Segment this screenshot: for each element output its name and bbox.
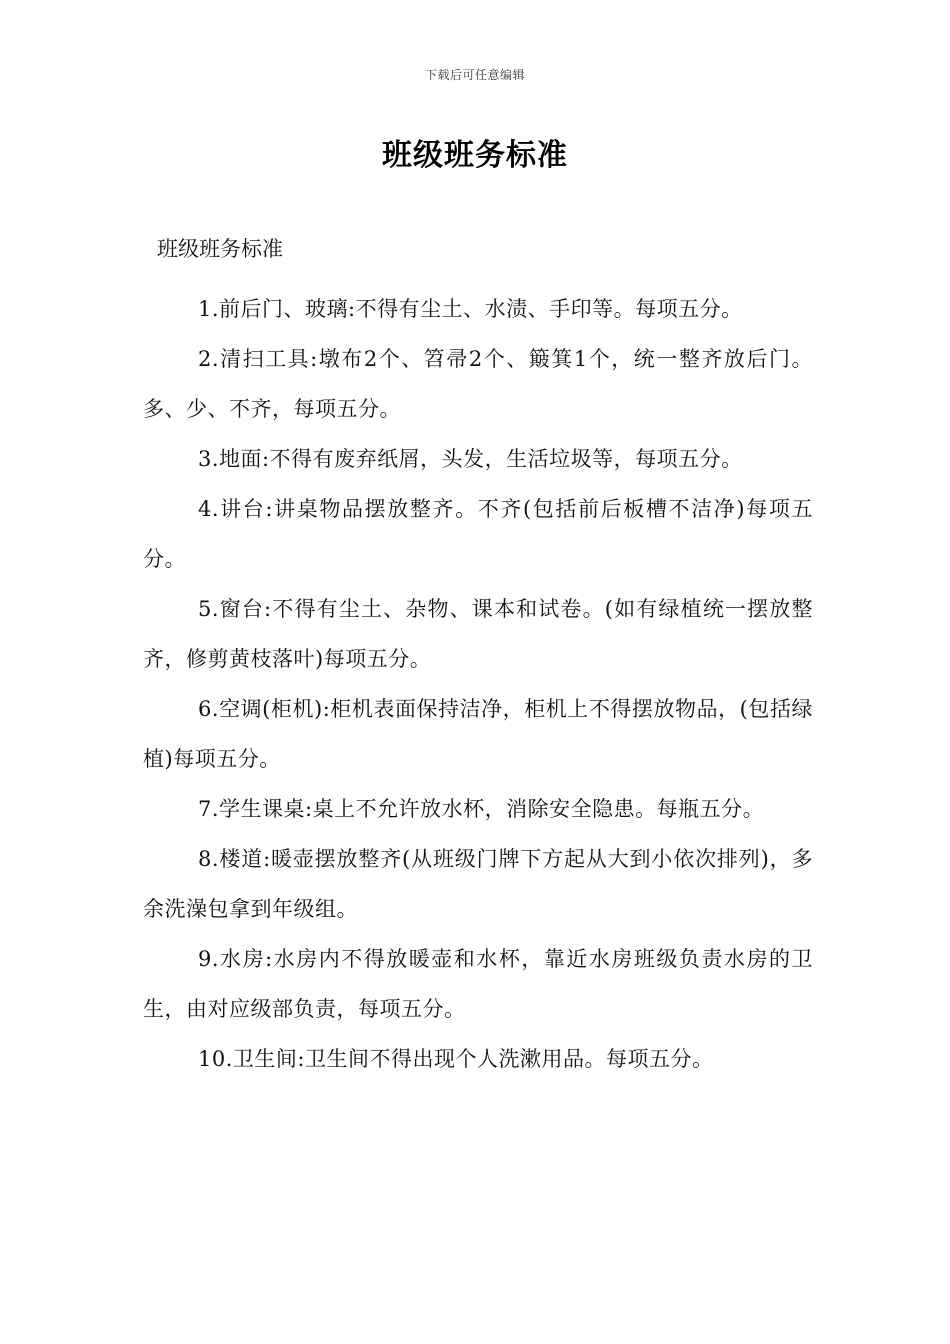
document-title: 班级班务标准: [382, 138, 568, 173]
header-note: 下载后可任意编辑: [424, 68, 525, 82]
rules-list: [143, 284, 813, 1084]
rule-item-5: 5.窗台:不得有尘土、杂物、课本和试卷。(如有绿植统一摆放整齐，修剪黄枝落叶)每项五分。: [143, 597, 813, 671]
rule-item-1: 1.前后门、玻璃:不得有尘土、水渍、手印等。每项五分。: [198, 297, 743, 321]
rule-item-10: 10.卫生间:卫生间不得出现个人洗漱用品。每项五分。: [198, 1047, 714, 1071]
rule-item-7: 7.学生课桌:桌上不允许放水杯，消除安全隐患。每瓶五分。: [198, 797, 765, 821]
rule-item-6: 6.空调(柜机):柜机表面保持洁净，柜机上不得摆放物品，(包括绿植)每项五分。: [143, 697, 813, 771]
rule-item-8: 8.楼道:暖壶摆放整齐(从班级门牌下方起从大到小依次排列)，多余洗澡包拿到年级组。: [143, 847, 813, 921]
rule-item-2: 2.清扫工具:墩布2个、笤帚2个、簸箕1个，统一整齐放后门。多、少、不齐，每项五分。: [143, 347, 813, 421]
rule-item-4: 4.讲台:讲桌物品摆放整齐。不齐(包括前后板槽不洁净)每项五分。: [143, 497, 813, 571]
rule-item-9: 9.水房:水房内不得放暖壶和水杯，靠近水房班级负责水房的卫生，由对应级部负责，每项五分。: [143, 947, 813, 1021]
document-subtitle: 班级班务标准: [157, 237, 283, 261]
rule-item-3: 3.地面:不得有废弃纸屑，头发，生活垃圾等，每项五分。: [198, 447, 743, 471]
